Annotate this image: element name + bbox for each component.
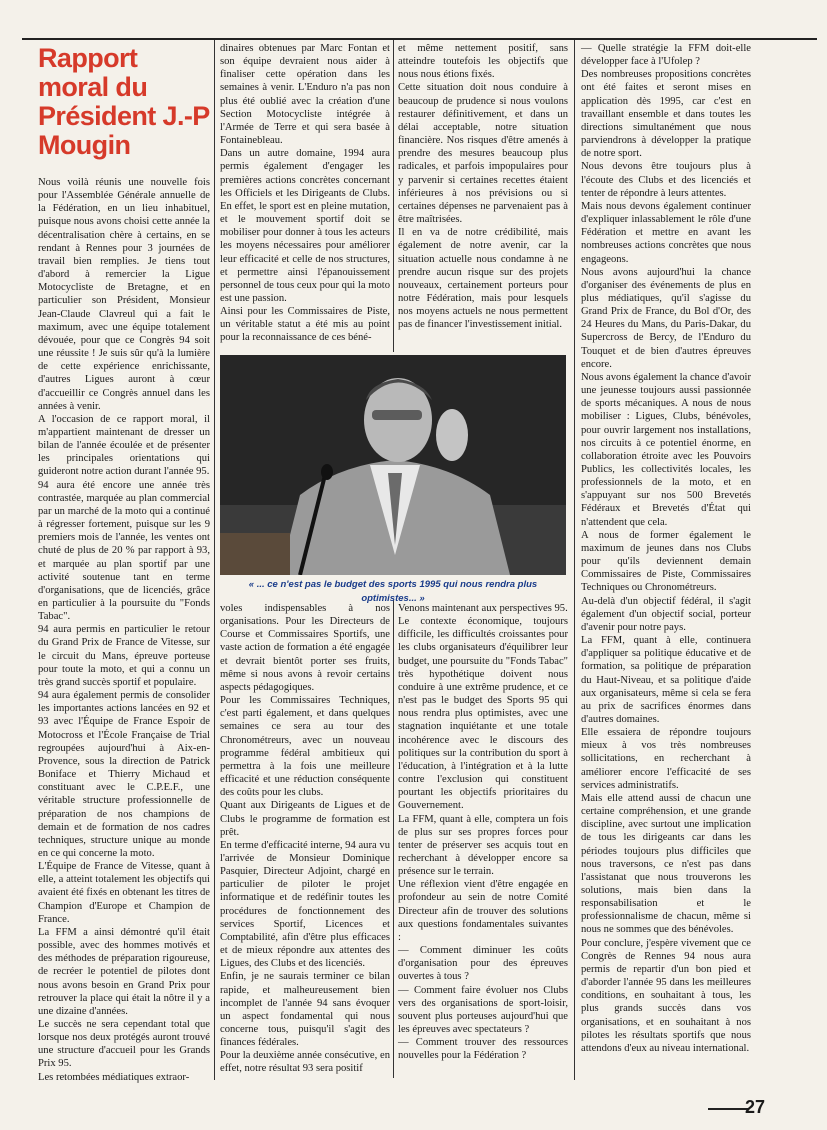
column-4-body (581, 42, 751, 1055)
paragraph: Pour conclure, j'espère vivement que ce Congrès de Rennes 94 nous aura permis de repartir d'un bon pied et d'aborder l'année 95 dans les meilleures conditions, en souhaitant à tous, les plus grands succès dans vos organisations, et en souhaitant à nos pilotes les résultats sportifs que nous attendons d'eux au niveau international. (581, 937, 751, 1054)
paragraph: Mais elle attend aussi de chacun une certaine compréhension, et une grande discipline, avec surtout une implication de tous les dirigeants car dans les périodes toujours plus difficiles que nous traversons, ce n'est pas dans l'assistanat que nous trouverons les solutions, mais bien dans la responsabilisation et le professionnalisme de chacun, même si nous ne sommes que des bénévoles. (581, 792, 751, 936)
paragraph: Pour la deuxième année consécutive, en effet, notre résultat 93 sera positif (220, 1050, 390, 1075)
paragraph: Nous voilà réunis une nouvelle fois pour l'Assemblée Générale annuelle de la Fédération, en un lieu inhabituel, puisque nous avons choisi cette année la décentralisation chère à certains, en se rendant à Rennes pour 3 journées de travail bien remplies. Je tiens tout d'abord à remercier la Ligue Motocycliste de Bretagne, et en particulier son Président, Monsieur Jean-Claude Clavreul qui a fait le maximum, avec une équipe totalement dévouée, pour que ce Congrès 94 soit une réussite ! Je suis sûr qu'à la lumière de cette expérience enrichissante, d'autres Ligues auront à cœur d'accueillir ce Congrès annuel dans les années à venir. (38, 177, 210, 412)
column-2-bottom-body (220, 602, 390, 1076)
paragraph: Des nombreuses propositions concrètes ont été faites et seront mises en application dès 1995, car c'est en travaillant ensemble et dans toutes les directions simultanément que nous parviendrons à développer la pratique de notre sport. (581, 69, 751, 160)
paragraph: 94 aura été encore une année très contrastée, marquée au plan commercial par un marché de la moto qui a continué à régresser fortement, puisque sur les 9 premiers mois de l'année, les ventes ont chuté de plus de 20 % par rapport à 93, et marquée au plan sportif par une activité soutenue tant en terme d'organisations, que de licenciés, grâce en particulier à la poursuite du "Fonds Tabac". (38, 479, 210, 623)
photo-caption: « ... ce n'est pas le budget des sports 1995 qui nous rendra plus optimistes... » (248, 579, 538, 604)
column-3-top (398, 42, 568, 331)
paragraph: Ainsi pour les Commissaires de Piste, un véritable statut a été mis au point pour la reconnaissance de ces béné- (220, 306, 390, 344)
paragraph: — Quelle stratégie la FFM doit-elle développer face à l'Ufolep ? (581, 43, 751, 68)
paragraph: Cette situation doit nous conduire à beaucoup de prudence si nous voulons restaurer définitivement, et dans un délai acceptable, notre situation financière. Nos risques d'être amenés à prendre des mesures beaucoup plus radicales, et parfois impopulaires pour y parvenir si certaines recettes étaient inférieures à nos prévisions ou si certaines dépenses ne parvenaient pas à être maîtrisées. (398, 82, 568, 226)
paragraph: Enfin, je ne saurais terminer ce bilan rapide, et malheureusement bien incomplet de l'année 94 sans évoquer un aspect fondamental qui nous concerne tous, puisqu'il s'agit des finances fédérales. (220, 971, 390, 1049)
paragraph: A nous de former également le maximum de jeunes dans nos Clubs pour qu'ils deviennent demain Commissaires de Piste, Commissaires Techniques ou Chronométreurs. (581, 529, 751, 594)
paragraph: Nous devons être toujours plus à l'écoute des Clubs et des licenciés et tenter de répondre à leurs attentes. (581, 161, 751, 199)
paragraph: La FFM a ainsi démontré qu'il était possible, avec des hommes motivés et des méthodes de préparation rigoureuse, de recréer le potentiel de pilotes dont nous avons besoin en Grand Prix pour retrouver la place qui était la nôtre il y a une dizaine d'années. (38, 926, 210, 1017)
paragraph: Mais nous devons également continuer d'expliquer inlassablement le rôle d'une Fédération et mettre en avant les nombreuses actions concrètes que nous engageons. (581, 200, 751, 265)
paragraph: En terme d'efficacité interne, 94 aura vu l'arrivée de Monsieur Dominique Pasquier, Directeur Adjoint, chargé en particulier de piloter le projet informatique et de redéfinir toutes les procédures de fonctionnement des services Sportif, Licences et Comptabilité, afin d'être plus efficaces et de mieux répondre aux attentes des Ligues, des Clubs et des licenciés. (220, 839, 390, 970)
column-2-bottom (220, 602, 390, 1076)
paragraph: Nous avons aujourd'hui la chance d'organiser des événements de plus en plus médiatiques, qu'il s'agisse du Grand Prix de France, du Bol d'Or, des 24 Heures du Mans, du Paris-Dakar, du Supercross de Bercy, de l'Enduro du Touquet et de bien d'autres épreuves encore. (581, 266, 751, 370)
paragraph: Dans un autre domaine, 1994 aura permis également d'engager les premières actions concrètes concernant les Officiels et les Dirigeants de Clubs. En effet, le sport est en pleine mutation, et le mouvement sportif doit se mobiliser pour donner à tous les acteurs les moyens nécessaires pour améliorer leur efficacité et celle de nos structures, et permettre ainsi l'épanouissement personnel de tous ceux pour qui la moto est une passion. (220, 148, 390, 304)
column-1-body (38, 176, 210, 1084)
top-rule (22, 38, 817, 40)
paragraph: Une réflexion vient d'être engagée en profondeur au sein de notre Comité Directeur afin de trouver des solutions aux questions fondamentales suivantes : (398, 879, 568, 943)
paragraph: Le contexte économique, toujours difficile, les difficultés croissantes pour les clubs organisateurs d'équilibrer leur budget, une poursuite du "Fonds Tabac" très hypothétique doivent nous conduire à une extrême prudence, et ce n'est pas le budget des Sports 95 qui nous rendra plus optimistes, avec une stagnation inquiétante et une totale incohérence avec le discours des politiques sur la contribution du sport à l'éducation, à l'intégration et à la lutte contre l'exclusion qui constituent pourtant les objectifs prioritaires du Gouvernement. (398, 616, 568, 812)
paragraph: et même nettement positif, sans atteindre toutefois les objectifs que nous nous étions fixés. (398, 43, 568, 81)
paragraph: — Comment diminuer les coûts d'organisation pour des épreuves ouvertes à tous ? (398, 945, 568, 983)
paragraph: La FFM, quant à elle, continuera d'appliquer sa politique éducative et de formation, sa politique de préparation du Haut-Niveau, et sa politique d'aide aux organisateurs, même si cela se fera au prix de sacrifices énormes dans d'autres domaines. (581, 635, 751, 725)
column-2-top (220, 42, 390, 345)
column-divider (574, 40, 575, 1080)
paragraph: Le succès ne sera cependant total que lorsque nos deux protégés auront trouvé une structure d'accueil pour les Grands Prix 95. (38, 1019, 210, 1070)
paragraph: Au-delà d'un objectif fédéral, il s'agit également d'un objectif social, porteur d'avenir pour notre pays. (581, 595, 751, 633)
paragraph: 94 aura permis en particulier le retour du Grand Prix de France de Vitesse, sur le circuit du Mans, épreuve porteuse pour toute la moto, et qui a connu un très grand succès sportif et populaire. (38, 624, 210, 688)
paragraph: — Comment trouver des ressources nouvelles pour la Fédération ? (398, 1037, 568, 1062)
column-3-top-body (398, 42, 568, 331)
column-1 (38, 42, 210, 1084)
paragraph: 94 aura également permis de consolider les importantes actions lancées en 92 et 93 avec l'Équipe de France Espoir de Motocross et l'École Française de Trial regroupées aujourd'hui à Aix-en-Provence, sous la direction de Patrick Boniface et Thierry Michaud et constituant avec le C.P.E.F., une véritable structure professionnelle de préparation de nos champions de demain et de formation de nos cadres techniques, structure unique au monde en ce qui concerne la moto. (38, 690, 210, 859)
column-divider (214, 40, 215, 1080)
column-4 (581, 42, 751, 1055)
column-3-bottom-body (398, 602, 568, 1062)
paragraph: dinaires obtenues par Marc Fontan et son équipe devraient nous aider à finaliser cette opération dans les semaines à venir. L'Enduro n'a pas non plus été oublié avec la création d'une Section Motocycliste intégrée à l'Armée de Terre et qui sera basée à Fontainebleau. (220, 43, 390, 147)
column-3-bottom (398, 602, 568, 1062)
column-divider (393, 600, 394, 1078)
paragraph: Quant aux Dirigeants de Ligues et de Clubs le programme de formation est prêt. (220, 800, 390, 838)
paragraph: Elle essaiera de répondre toujours mieux à vos très nombreuses sollicitations, en recherchant à améliorer encore l'efficacité de ses services administratifs. (581, 727, 751, 791)
article-title: Rapport moral du Président J.-P Mougin (38, 43, 210, 160)
paragraph: Pour les Commissaires Techniques, c'est parti également, et dans quelques semaines ce sera au tour des Chronométreurs, avec un nouveau programme fédéral ambitieux qui permettra à la fois une meilleure efficacité et une réduction conséquente des coûts pour les clubs. (220, 695, 390, 799)
paragraph: La FFM, quant à elle, comptera un fois de plus sur ses propres forces pour tenter de préserver ses acquis tout en recherchant à développer encore sa présence sur le terrain. (398, 813, 568, 878)
paragraph: Les retombées médiatiques extraor- (38, 1071, 190, 1083)
paragraph: L'Équipe de France de Vitesse, quant à elle, a atteint totalement les objectifs qui avaient été fixés en obtenant les titres de Champion d'Europe et Champion de France. (38, 861, 210, 925)
column-2-top-body (220, 42, 390, 345)
bottom-rule (708, 1108, 748, 1110)
paragraph: A l'occasion de ce rapport moral, il m'appartient maintenant de dresser un bilan de l'année écoulée et de présenter les principales orientations qui guideront notre action durant l'année 95. (38, 413, 210, 478)
paragraph: Nous avons également la chance d'avoir une jeunesse toujours aussi passionnée de sports mécaniques. A nous de nous mobiliser : Ligues, Clubs, bénévoles, pour ouvrir largement nos installations, nos circuits à ce potentiel énorme, en collaboration étroite avec les Pouvoirs Publics, les collectivités locales, les professionnels de la moto, et en s'appuyant sur nos 500 Brevetés Fédéraux et Brevetés d'État qui n'attendent que cela. (581, 371, 751, 528)
paragraph: Venons maintenant aux perspectives 95. (398, 603, 568, 614)
president-photo (220, 355, 566, 575)
paragraph: — Comment faire évoluer nos Clubs vers des organisations de sport-loisir, souvent plus porteuses aujourd'hui que les épreuves avec spectateurs ? (398, 984, 568, 1035)
paragraph: voles indispensables à nos organisations. Pour les Directeurs de Course et Commissaires Sportifs, une vaste action de formation a été engagée et devrait bientôt porter ses fruits, même si nous avons à revoir certains aspects pédagogiques. (220, 603, 390, 693)
paragraph: Il en va de notre crédibilité, mais également de notre avenir, car la situation actuelle nous condamne à ne prendre aucun risque sur des projets nouveaux, certainement porteurs pour notre Fédération, mais pour lesquels nos moyens actuels ne nous permettent pas de financer l'investissement initial. (398, 227, 568, 331)
column-divider (393, 40, 394, 352)
page-number: 27 (744, 1097, 765, 1117)
